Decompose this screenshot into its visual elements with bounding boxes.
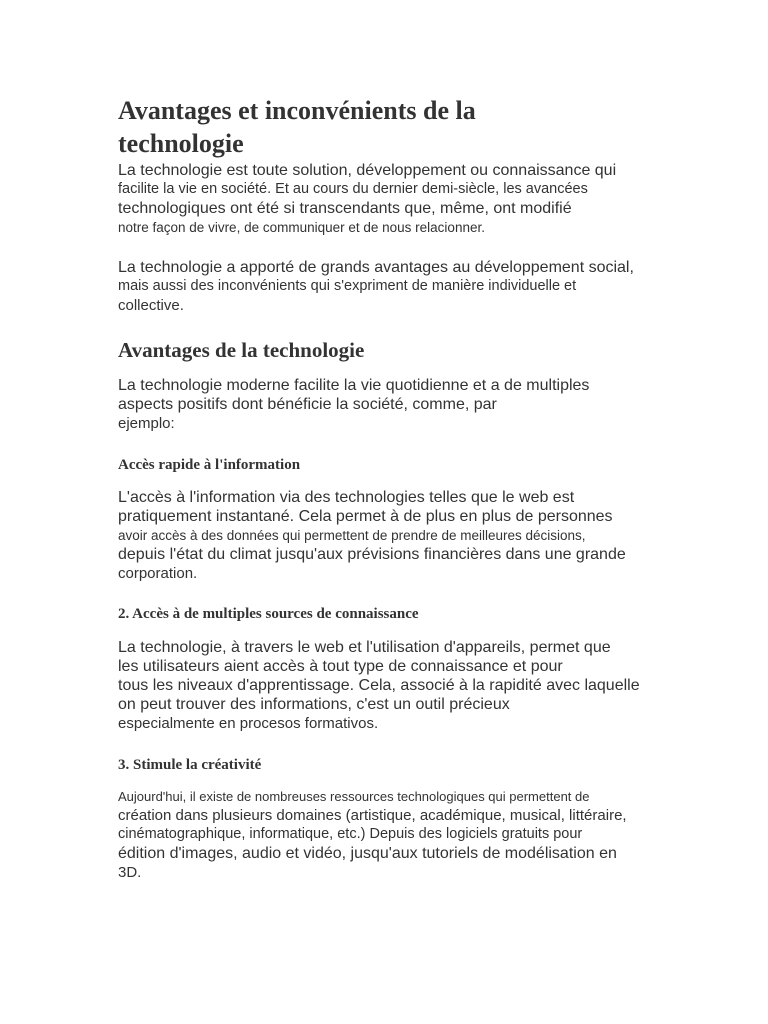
- text-line: les utilisateurs aient accès à tout type de connaissance et pour: [118, 658, 563, 675]
- text-line: aspects positifs dont bénéficie la société, comme, par: [118, 396, 497, 413]
- text-line: 3D.: [118, 864, 142, 881]
- text-line: La technologie a apporté de grands avantages au développement social,: [118, 259, 634, 276]
- avantages-intro-paragraph: [118, 376, 758, 433]
- intro-paragraph-2: [118, 258, 758, 315]
- section-heading-avantages: Avantages de la technologie: [118, 338, 365, 362]
- text-line: Aujourd'hui, il existe de nombreuses ressources technologiques qui permettent de: [118, 789, 590, 804]
- text-line: cinématographique, informatique, etc.) Depuis des logiciels gratuits pour: [118, 826, 583, 842]
- intro-paragraph-1: [118, 161, 758, 237]
- text-line: pratiquement instantané. Cela permet à de plus en plus de personnes: [118, 508, 613, 525]
- text-line: facilite la vie en société. Et au cours du dernier demi-siècle, les avancées: [118, 181, 588, 197]
- text-line: ejemplo:: [118, 415, 175, 432]
- text-line: notre façon de vivre, de communiquer et de nous relacionner.: [118, 220, 485, 235]
- text-line: depuis l'état du climat jusqu'aux prévisions financières dans une grande: [118, 546, 626, 563]
- text-line: La technologie moderne facilite la vie quotidienne et a de multiples: [118, 377, 590, 394]
- title-line: Avantages et inconvénients de la: [118, 96, 476, 125]
- text-line: avoir accès à des données qui permettent de prendre de meilleures décisions,: [118, 528, 586, 543]
- text-line: création dans plusieurs domaines (artistique, académique, musical, littéraire,: [118, 807, 627, 824]
- text-line: on peut trouver des informations, c'est un outil précieux: [118, 696, 510, 713]
- text-line: La technologie, à travers le web et l'utilisation d'appareils, permet que: [118, 639, 611, 656]
- item3-paragraph: [118, 787, 758, 882]
- text-line: corporation.: [118, 565, 198, 582]
- item-heading-creativite: 3. Stimule la créativité: [118, 757, 262, 773]
- text-line: technologiques ont été si transcendants que, même, ont modifié: [118, 200, 572, 217]
- item1-paragraph: [118, 488, 758, 583]
- text-line: especialmente en procesos formativos.: [118, 715, 379, 732]
- text-line: collective.: [118, 297, 184, 314]
- item-heading-sources-connaissance: 2. Accès à de multiples sources de connaissance: [118, 606, 419, 622]
- page-title: [118, 94, 758, 160]
- text-line: L'accès à l'information via des technologies telles que le web est: [118, 489, 575, 506]
- title-line: technologie: [118, 129, 244, 158]
- text-line: tous les niveaux d'apprentissage. Cela, associé à la rapidité avec laquelle: [118, 677, 640, 694]
- text-line: La technologie est toute solution, développement ou connaissance qui: [118, 162, 617, 179]
- item2-paragraph: [118, 638, 758, 733]
- text-line: mais aussi des inconvénients qui s'expriment de manière individuelle et: [118, 278, 577, 294]
- text-line: édition d'images, audio et vidéo, jusqu'aux tutoriels de modélisation en: [118, 845, 617, 862]
- item-heading-acces-rapide: Accès rapide à l'information: [118, 457, 301, 473]
